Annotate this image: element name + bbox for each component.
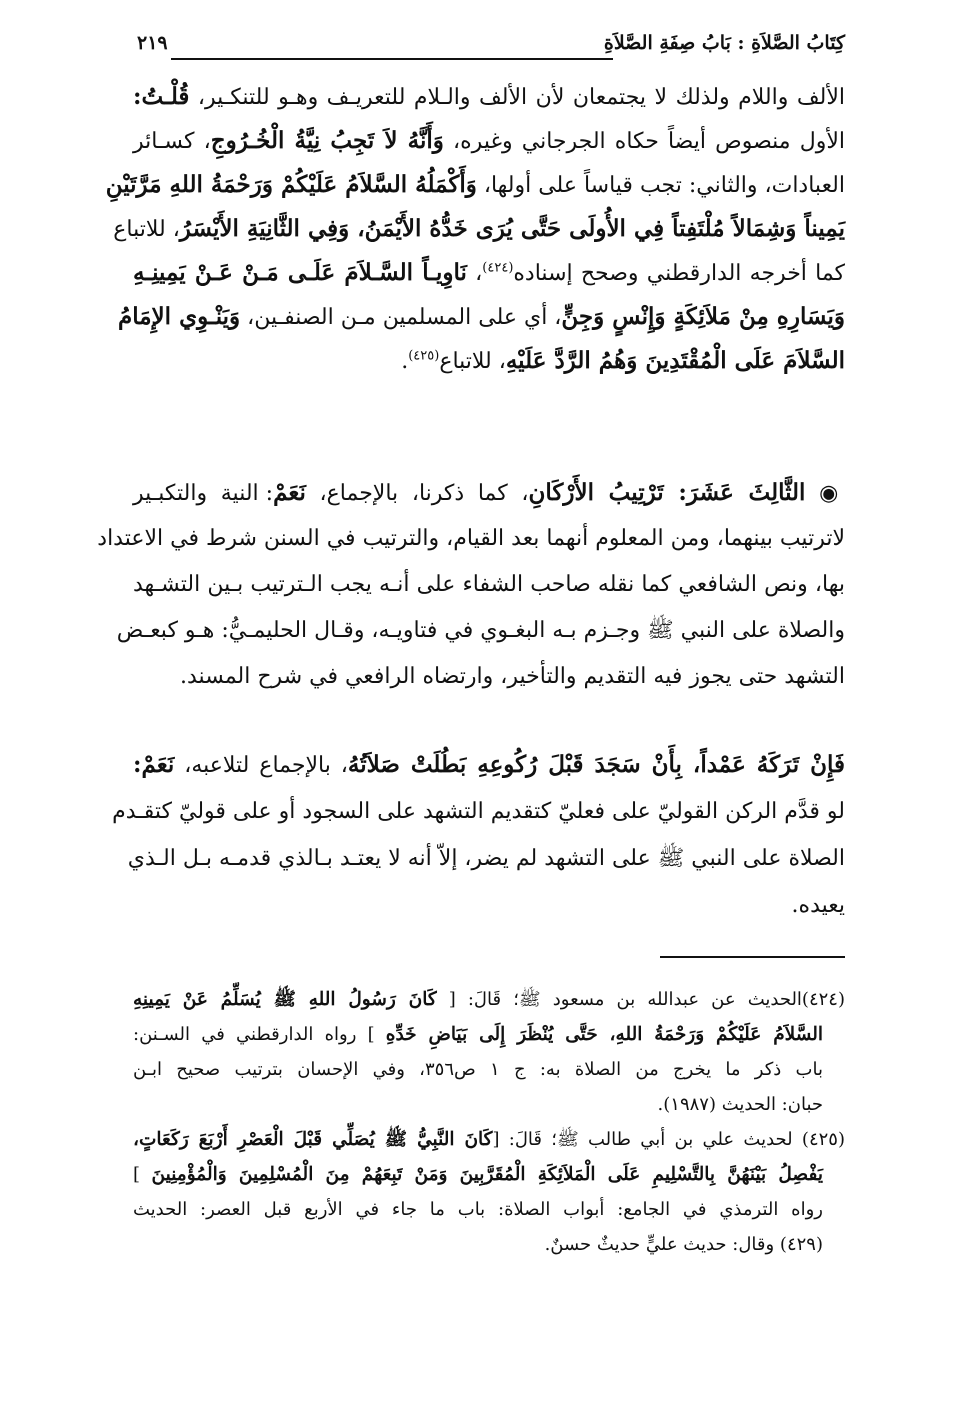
footnote-ref: (٤٢٥) [408, 348, 440, 364]
matn-text: نَعَمْ [273, 479, 306, 506]
sharh-text: رواه الترمذي في الجامع: أبواب الصلاة: باب ما جاء في الأربع قبل العصر: الحديث [133, 1199, 823, 1220]
matn-text: فَإِنْ تَرَكَهُ عَمْداً، بِأَنْ سَجَدَ قَبْلَ رُكُوعِهِ بَطُلَتْ صَلاَتُهُ [347, 751, 845, 778]
matn-text: السَّلاَمُ عَلَيْكُمْ وَرَحْمَةُ اللهِ، حَتَّى يُنْظَرَ إِلَى بَيَاضِ خَدِّهِ [385, 1024, 823, 1045]
sharh-text: حبان: الحديث (١٩٨٧). [657, 1094, 823, 1115]
text-line [133, 562, 845, 608]
matn-text: وَأَنَّهُ لاَ تَجِبُ نِيَّةُ الْخُـرُوجِ [210, 127, 444, 154]
text-line [105, 163, 845, 207]
text-line [127, 835, 845, 882]
footnote-ref: (٤٢٤) [482, 260, 514, 276]
sharh-text: يعيده. [791, 893, 845, 918]
header-rule [171, 58, 613, 60]
sharh-text: ، كما ذكرنا، بالإجماع، [305, 481, 529, 506]
matn-text: وَأَكْمَلُهُ السَّلاَمُ عَلَيْكُمْ وَرَحْمَةُ اللهِ مَرَّتَيْنِ [105, 171, 477, 198]
text-line [117, 295, 845, 339]
text-line [133, 75, 845, 119]
sharh-text: الصلاة على النبي ﷺ على التشهد لم يضر، إلاّ أنه لا يعتـد بـالذي قدمـه بـل الـذي [127, 846, 845, 871]
matn-text: الثَّالِثَ عَشَرَ: تَرْتِيبُ الأَرْكَانِ [528, 479, 806, 506]
matn-text: يَفْصِلُ بَيْنَهُنَّ بِالتَّسْلِيمِ عَلَى الْمَلاَئِكَةِ الْمُقَرَّبِينَ وَمَنْ تَبِعَهُمْ مِنَ الْمُسْلِمِينَ وَالْمُؤْمِنِينَ [151, 1164, 823, 1185]
matn-text: نَاوِيـاً السَّـلاَمَ عَلَـى مَـنْ عَـنْ يَمِينِـهِ [133, 259, 467, 286]
sharh-text: ] رواه الدارقطني في السـنن: [133, 1024, 386, 1045]
matn-text: قُلْـتُ: [133, 83, 190, 110]
footnote-separator [660, 956, 845, 958]
sharh-text: (٤٢٤)الحديث عن عبدالله بن مسعود ﷺ؛ قَالَ: [ [436, 989, 845, 1010]
text-line [133, 882, 845, 929]
sharh-text: : النية والتكبـير [133, 481, 274, 506]
footnote-line [133, 1192, 845, 1227]
text-line [133, 741, 845, 788]
paragraph-2 [97, 470, 845, 700]
sharh-text: العبادات، والثاني: تجب قياساً على أولها، [476, 173, 845, 198]
sharh-text: باب ذكر ما يخرج من الصلاة به: ج ١ ص٣٥٦، وفي الإحسان بترتيب صحيح ابـن [133, 1059, 824, 1080]
sharh-text: ، [466, 261, 483, 286]
footnote-line [133, 1017, 845, 1052]
matn-text: كَانَ النَّبِيُّ ﷺ يُصَلِّي قَبْلَ الْعَصْرِ أَرْبَعَ رَكَعَاتٍ، [133, 1129, 493, 1150]
matn-text: وَيَنْـوِي الإِمَامُ [117, 303, 241, 330]
text-line [133, 470, 845, 516]
sharh-text: ، للاتباع [113, 217, 180, 242]
paragraph-3 [112, 741, 845, 929]
running-title: كِتَابُ الصَّلاَةِ : بَابُ صِفَةِ الصَّلاَةِ [603, 32, 845, 54]
sharh-text: ، كسـائر [133, 129, 211, 154]
page-number: ٢١٩ [137, 32, 168, 54]
text-line [133, 119, 845, 163]
running-header [133, 30, 845, 64]
text-line [113, 207, 845, 251]
matn-text: نَعَمْ: [133, 751, 175, 778]
matn-text: وَيَسَارِهِ مِنْ مَلاَئِكَةٍ وَإِنْسٍ وَجِنٍّ [561, 303, 845, 330]
sharh-text: . [401, 349, 409, 374]
footnote-line [133, 1052, 845, 1087]
sharh-text: ◉ [805, 481, 845, 506]
text-line [133, 654, 845, 700]
matn-text: كَانَ رَسُولُ اللهِ ﷺ يُسَلِّمُ عَنْ يَمِينِهِ [133, 989, 437, 1010]
text-line [112, 788, 845, 835]
matn-text: السَّلاَمَ عَلَى الْمُقْتَدِينَ وَهُمُ الرَّدَّ عَلَيْهِ [505, 347, 845, 374]
sharh-text: ، للاتباع [439, 349, 506, 374]
footnote-line [133, 982, 845, 1017]
text-line [133, 339, 845, 383]
text-line [133, 251, 845, 295]
sharh-text: الأول منصوص أيضاً حكاه الجرجاني وغيره، [443, 129, 845, 154]
footnote-line [133, 1122, 845, 1157]
sharh-text: بها، ونص الشافعي كما نقله صاحب الشفاء على أنـه يجب الـترتيب بـين التشـهد [133, 572, 845, 597]
sharh-text: الألف واللام ولذلك لا يجتمعان لأن الألف والـلام للتعريـف وهـو للتنكـير، [189, 85, 846, 110]
footnote-line [133, 1227, 845, 1262]
footnote-line [133, 1157, 845, 1192]
sharh-text: ، بالإجماع لتلاعبه، [174, 753, 348, 778]
sharh-text: والصلاة على النبي ﷺ وجـزم بـه البغـوي في فتاويـه، وقـال الحليمـيُّ: هـو كبعـض [116, 618, 845, 643]
sharh-text: ] [133, 1164, 152, 1185]
footnote-425 [133, 1122, 845, 1262]
footnote-line [133, 1087, 845, 1122]
footnote-424 [133, 982, 845, 1122]
sharh-text: لاترتيب بينهما، ومن المعلوم أنهما بعد القيام، والترتيب في السنن شرط في الاعتداد [97, 526, 845, 551]
matn-text: يَمِيناً وَشِمَالاً مُلْتَفِتاً فِي الأُولَى حَتَّى يُرَى خَدُّهُ الأَيْمَنُ، وَفِي الثَّانِيَةِ الأَيْسَرُ [179, 215, 845, 242]
paragraph-1 [105, 75, 846, 383]
sharh-text: لو قدَّم الركن القوليّ على فعليّ كتقديم التشهد على السجود أو على قوليّ كتقـدم [112, 799, 845, 824]
sharh-text: (٤٢٥) لحديث علي بن أبي طالب ﷺ؛ قَالَ: [ [492, 1129, 845, 1150]
sharh-text: كما أخرجه الدارقطني وصحح إسناده [513, 261, 846, 286]
sharh-text: التشهد حتى يجوز فيه التقديم والتأخير، وارتضاه الرافعي في شرح المسند. [180, 664, 845, 689]
sharh-text: (٤٢٩) وقال: حديث عليٍّ حديثٌ حسنٌ. [544, 1234, 823, 1255]
sharh-text: ، أي على المسلمين مـن الصنفـين، [240, 305, 562, 330]
text-line [116, 608, 845, 654]
text-line [97, 516, 845, 562]
